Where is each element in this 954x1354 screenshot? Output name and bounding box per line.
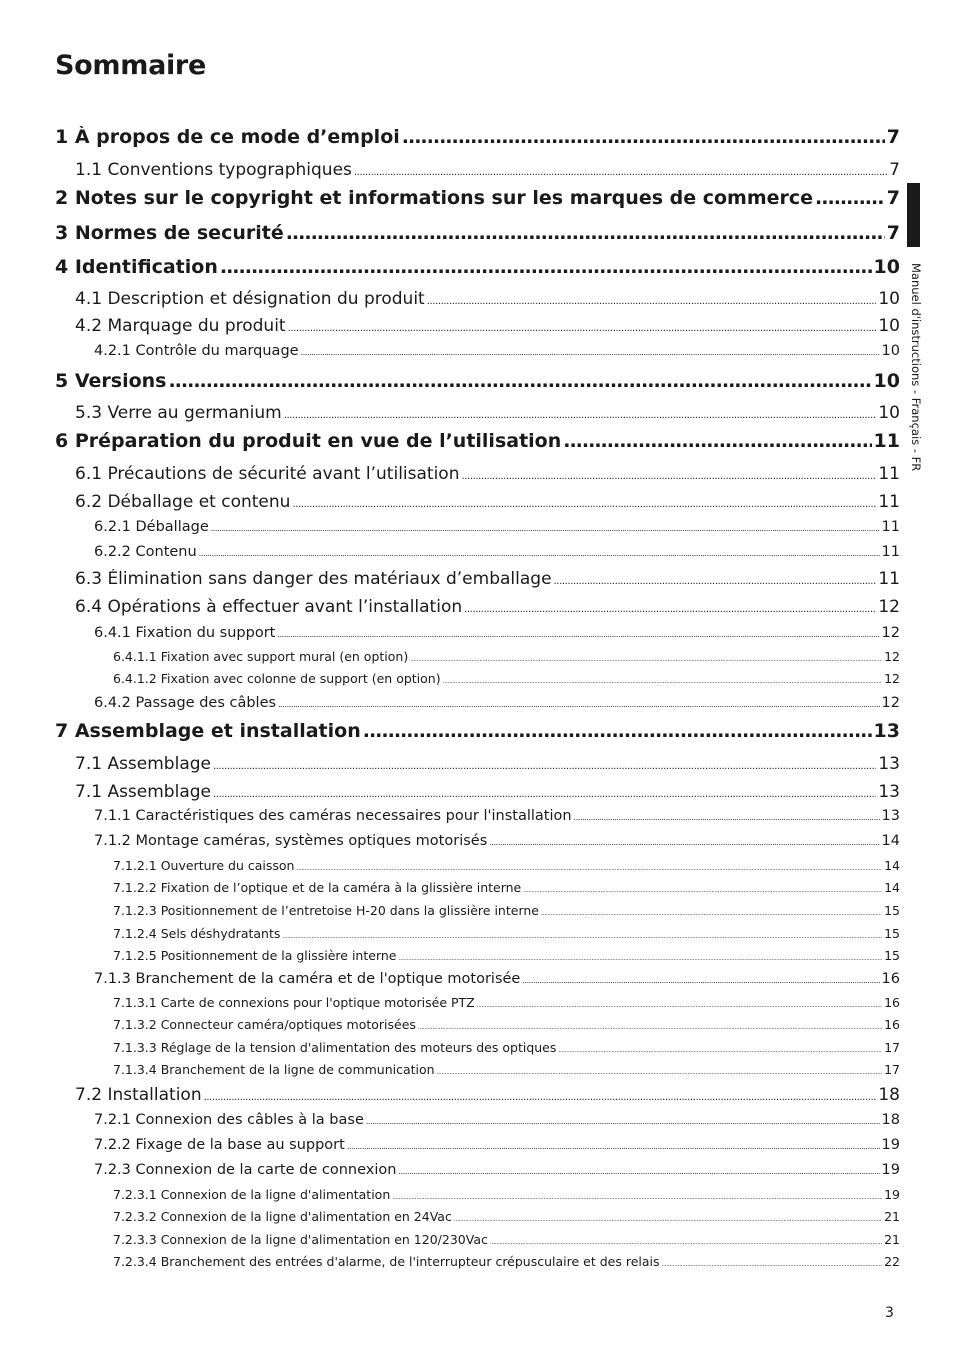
dot-leader bbox=[563, 430, 871, 452]
toc-entry-page: 11 bbox=[881, 519, 900, 535]
toc-entry[interactable] bbox=[55, 720, 900, 742]
toc-entry-label: 6 Préparation du produit en vue de l’utilisation bbox=[55, 430, 562, 452]
toc-entry-page: 19 bbox=[881, 1137, 900, 1153]
toc-entry-page: 19 bbox=[881, 1162, 900, 1178]
toc-entry-page: 11 bbox=[878, 492, 900, 512]
toc-entry-label: 5.3 Verre au germanium bbox=[75, 403, 282, 423]
toc-entry-label: 7.1.2.5 Positionnement de la glissière interne bbox=[113, 948, 397, 963]
toc-entry[interactable] bbox=[55, 370, 900, 392]
toc-entry[interactable] bbox=[94, 519, 900, 535]
toc-entry[interactable] bbox=[94, 833, 900, 849]
toc-entry[interactable] bbox=[55, 187, 900, 209]
dot-leader bbox=[437, 1069, 883, 1076]
toc-entry-label: 7.1.3 Branchement de la caméra et de l'optique motorisée bbox=[94, 971, 521, 987]
toc-entry-label: 7.1.3.1 Carte de connexions pour l'optique motorisée PTZ bbox=[113, 995, 475, 1010]
toc-entry-label: 7.1 Assemblage bbox=[75, 754, 211, 774]
toc-entry-label: 5 Versions bbox=[55, 370, 167, 392]
toc-entry-label: 7.2.2 Fixage de la base au support bbox=[94, 1137, 345, 1153]
toc-entry-label: 7.1.1 Caractéristiques des caméras necessaires pour l'installation bbox=[94, 808, 572, 824]
dot-leader bbox=[199, 549, 880, 558]
toc-entry-page: 12 bbox=[884, 671, 900, 686]
toc-entry-page: 14 bbox=[884, 858, 900, 873]
dot-leader bbox=[398, 1167, 879, 1176]
toc-entry-page: 15 bbox=[884, 926, 900, 941]
toc-entry-page: 7 bbox=[889, 160, 900, 180]
toc-entry-page: 16 bbox=[881, 971, 900, 987]
toc-entry-label: 7.1.3.3 Réglage de la tension d'alimentation des moteurs des optiques bbox=[113, 1040, 557, 1055]
toc-entry-page: 10 bbox=[881, 343, 900, 359]
toc-entry-label: 6.4.1.1 Fixation avec support mural (en option) bbox=[113, 649, 409, 664]
toc-entry-label: 1 À propos de ce mode d’emploi bbox=[55, 126, 400, 148]
dot-leader bbox=[286, 222, 885, 244]
toc-entry[interactable] bbox=[55, 222, 900, 244]
toc-entry-page: 13 bbox=[881, 808, 900, 824]
toc-entry-label: 6.4 Opérations à effectuer avant l’installation bbox=[75, 597, 463, 617]
toc-entry[interactable] bbox=[94, 544, 900, 560]
toc-entry[interactable] bbox=[113, 858, 900, 873]
toc-entry[interactable] bbox=[94, 971, 900, 987]
dot-leader bbox=[523, 887, 882, 894]
dot-leader bbox=[204, 1092, 877, 1103]
side-label: Manuel d'instructions - Français - FR bbox=[909, 263, 923, 472]
toc-entry[interactable] bbox=[94, 1137, 900, 1153]
dot-leader bbox=[489, 838, 879, 847]
dot-leader bbox=[392, 1194, 882, 1201]
toc-entry-page: 7 bbox=[886, 187, 900, 209]
dot-leader bbox=[461, 471, 876, 482]
page-title: Sommaire bbox=[55, 50, 206, 81]
toc-entry-label: 4.2.1 Contrôle du marquage bbox=[94, 343, 299, 359]
toc-entry-label: 2 Notes sur le copyright et informations sur les marques de commerce bbox=[55, 187, 814, 209]
toc-entry-page: 17 bbox=[884, 1040, 900, 1055]
toc-entry[interactable] bbox=[113, 948, 900, 963]
toc-entry-label: 6.2 Déballage et contenu bbox=[75, 492, 291, 512]
toc-entry-label: 6.4.1 Fixation du support bbox=[94, 625, 276, 641]
dot-leader bbox=[464, 604, 876, 615]
toc-entry-label: 7.1.2.1 Ouverture du caisson bbox=[113, 858, 295, 873]
toc-entry-label: 6.2.2 Contenu bbox=[94, 544, 197, 560]
toc-entry-page: 12 bbox=[881, 625, 900, 641]
toc-entry[interactable] bbox=[94, 1162, 900, 1178]
toc-entry-page: 11 bbox=[881, 544, 900, 560]
toc-entry-label: 7 Assemblage et installation bbox=[55, 720, 361, 742]
toc-entry-label: 7.2.3.1 Connexion de la ligne d'alimentation bbox=[113, 1187, 391, 1202]
dot-leader bbox=[347, 1142, 880, 1151]
toc-entry[interactable] bbox=[113, 649, 900, 664]
dot-leader bbox=[410, 656, 882, 663]
dot-leader bbox=[574, 813, 880, 822]
toc-entry-label: 7.2.3.2 Connexion de la ligne d'alimentation en 24Vac bbox=[113, 1209, 452, 1224]
toc-entry-label: 7.2.3.3 Connexion de la ligne d'alimentation en 120/230Vac bbox=[113, 1232, 488, 1247]
toc-entry[interactable] bbox=[113, 1209, 900, 1224]
toc-entry[interactable] bbox=[75, 492, 900, 512]
dot-leader bbox=[213, 761, 876, 772]
toc-entry[interactable] bbox=[113, 671, 900, 686]
toc-entry-page: 12 bbox=[884, 649, 900, 664]
dot-leader bbox=[522, 976, 879, 985]
dot-leader bbox=[288, 323, 877, 334]
toc-entry-page: 10 bbox=[878, 289, 900, 309]
dot-leader bbox=[662, 1261, 883, 1268]
toc-entry[interactable] bbox=[113, 1187, 900, 1202]
toc-entry-page: 13 bbox=[878, 782, 900, 802]
toc-entry-page: 18 bbox=[878, 1085, 900, 1105]
toc-entry-label: 4.1 Description et désignation du produit bbox=[75, 289, 425, 309]
toc-entry[interactable] bbox=[75, 754, 900, 774]
toc-entry-label: 3 Normes de securité bbox=[55, 222, 284, 244]
dot-leader bbox=[541, 910, 882, 917]
toc-entry-label: 7.1.2.2 Fixation de l’optique et de la caméra à la glissière interne bbox=[113, 880, 522, 895]
dot-leader bbox=[284, 410, 877, 421]
section-tab-marker bbox=[907, 183, 920, 247]
toc-entry-page: 11 bbox=[878, 569, 900, 589]
dot-leader bbox=[220, 256, 872, 278]
toc-entry-page: 11 bbox=[873, 430, 900, 452]
dot-leader bbox=[363, 720, 872, 742]
toc-entry-page: 19 bbox=[884, 1187, 900, 1202]
dot-leader bbox=[278, 700, 879, 709]
dot-leader bbox=[366, 1117, 880, 1126]
dot-leader bbox=[427, 296, 877, 307]
toc-entry[interactable] bbox=[75, 160, 900, 180]
toc-entry-label: 7.1.2.3 Positionnement de l’entretoise H-20 dans la glissière interne bbox=[113, 903, 539, 918]
toc-entry-page: 10 bbox=[878, 316, 900, 336]
toc-entry[interactable] bbox=[75, 782, 900, 802]
dot-leader bbox=[454, 1216, 882, 1223]
dot-leader bbox=[815, 187, 885, 209]
page-number: 3 bbox=[885, 1305, 894, 1321]
toc-entry-page: 12 bbox=[878, 597, 900, 617]
toc-entry[interactable] bbox=[75, 569, 900, 589]
dot-leader bbox=[398, 955, 882, 962]
toc-entry-page: 15 bbox=[884, 948, 900, 963]
toc-entry[interactable] bbox=[55, 256, 900, 278]
dot-leader bbox=[477, 1002, 882, 1009]
toc-entry[interactable] bbox=[113, 1062, 900, 1077]
toc-entry-label: 7.1.3.2 Connecteur caméra/optiques motorisées bbox=[113, 1017, 416, 1032]
toc-entry-label: 7.2.3.4 Branchement des entrées d'alarme, de l'interrupteur crépusculaire et des relais bbox=[113, 1254, 660, 1269]
toc-entry-page: 16 bbox=[884, 1017, 900, 1032]
toc-entry-page: 12 bbox=[881, 695, 900, 711]
dot-leader bbox=[211, 524, 880, 533]
toc-entry-page: 11 bbox=[878, 464, 900, 484]
dot-leader bbox=[490, 1239, 882, 1246]
toc-entry-label: 7.2.1 Connexion des câbles à la base bbox=[94, 1112, 364, 1128]
toc-entry-page: 10 bbox=[878, 403, 900, 423]
toc-entry[interactable] bbox=[113, 995, 900, 1010]
toc-entry-label: 7.2.3 Connexion de la carte de connexion bbox=[94, 1162, 397, 1178]
toc-entry-label: 7.2 Installation bbox=[75, 1085, 202, 1105]
dot-leader bbox=[554, 576, 877, 587]
dot-leader bbox=[558, 1047, 882, 1054]
dot-leader bbox=[443, 678, 882, 685]
dot-leader bbox=[354, 167, 887, 178]
toc-entry[interactable] bbox=[94, 343, 900, 359]
toc-entry-label: 7.1.3.4 Branchement de la ligne de communication bbox=[113, 1062, 435, 1077]
toc-entry[interactable] bbox=[113, 903, 900, 918]
dot-leader bbox=[296, 865, 882, 872]
dot-leader bbox=[418, 1024, 882, 1031]
toc-entry-label: 4.2 Marquage du produit bbox=[75, 316, 286, 336]
dot-leader bbox=[213, 789, 876, 800]
toc-entry[interactable] bbox=[113, 880, 900, 895]
toc-entry-page: 10 bbox=[873, 370, 900, 392]
toc-entry-page: 14 bbox=[881, 833, 900, 849]
toc-entry-page: 15 bbox=[884, 903, 900, 918]
toc-entry[interactable] bbox=[113, 1040, 900, 1055]
toc-entry[interactable] bbox=[113, 1254, 900, 1269]
toc-entry[interactable] bbox=[94, 1112, 900, 1128]
dot-leader bbox=[292, 499, 876, 510]
dot-leader bbox=[301, 348, 880, 357]
toc-entry-page: 13 bbox=[873, 720, 900, 742]
dot-leader bbox=[168, 370, 871, 392]
toc-entry-label: 7.1.2.4 Sels déshydratants bbox=[113, 926, 281, 941]
toc-entry-page: 16 bbox=[884, 995, 900, 1010]
dot-leader bbox=[277, 630, 879, 639]
toc-entry[interactable] bbox=[75, 316, 900, 336]
toc-entry[interactable] bbox=[75, 403, 900, 423]
toc-entry-label: 7.1.2 Montage caméras, systèmes optiques motorisés bbox=[94, 833, 488, 849]
dot-leader bbox=[402, 126, 885, 148]
toc-entry-page: 7 bbox=[886, 222, 900, 244]
toc-entry-label: 7.1 Assemblage bbox=[75, 782, 211, 802]
toc-entry[interactable] bbox=[94, 695, 900, 711]
toc-entry[interactable] bbox=[113, 1017, 900, 1032]
toc-entry[interactable] bbox=[75, 289, 900, 309]
toc-entry-page: 10 bbox=[873, 256, 900, 278]
toc-entry-page: 14 bbox=[884, 880, 900, 895]
toc-entry-page: 18 bbox=[881, 1112, 900, 1128]
toc-entry-page: 13 bbox=[878, 754, 900, 774]
toc-entry[interactable] bbox=[94, 808, 900, 824]
toc-entry[interactable] bbox=[75, 464, 900, 484]
toc-entry[interactable] bbox=[113, 1232, 900, 1247]
toc-entry-page: 21 bbox=[884, 1232, 900, 1247]
toc-entry-label: 6.2.1 Déballage bbox=[94, 519, 209, 535]
toc-entry-page: 21 bbox=[884, 1209, 900, 1224]
toc-entry-label: 6.4.2 Passage des câbles bbox=[94, 695, 277, 711]
toc-entry[interactable] bbox=[55, 126, 900, 148]
toc-entry[interactable] bbox=[113, 926, 900, 941]
toc-entry-label: 1.1 Conventions typographiques bbox=[75, 160, 352, 180]
toc-entry[interactable] bbox=[55, 430, 900, 452]
toc-entry-label: 4 Identification bbox=[55, 256, 218, 278]
dot-leader bbox=[282, 933, 882, 940]
toc-entry-label: 6.3 Élimination sans danger des matériaux d’emballage bbox=[75, 569, 552, 589]
toc-entry-page: 7 bbox=[886, 126, 900, 148]
toc-entry[interactable] bbox=[75, 597, 900, 617]
toc-entry[interactable] bbox=[75, 1085, 900, 1105]
toc-entry-page: 22 bbox=[884, 1254, 900, 1269]
toc-entry-page: 17 bbox=[884, 1062, 900, 1077]
toc-entry-label: 6.1 Précautions de sécurité avant l’utilisation bbox=[75, 464, 460, 484]
toc-entry[interactable] bbox=[94, 625, 900, 641]
toc-entry-label: 6.4.1.2 Fixation avec colonne de support (en option) bbox=[113, 671, 441, 686]
